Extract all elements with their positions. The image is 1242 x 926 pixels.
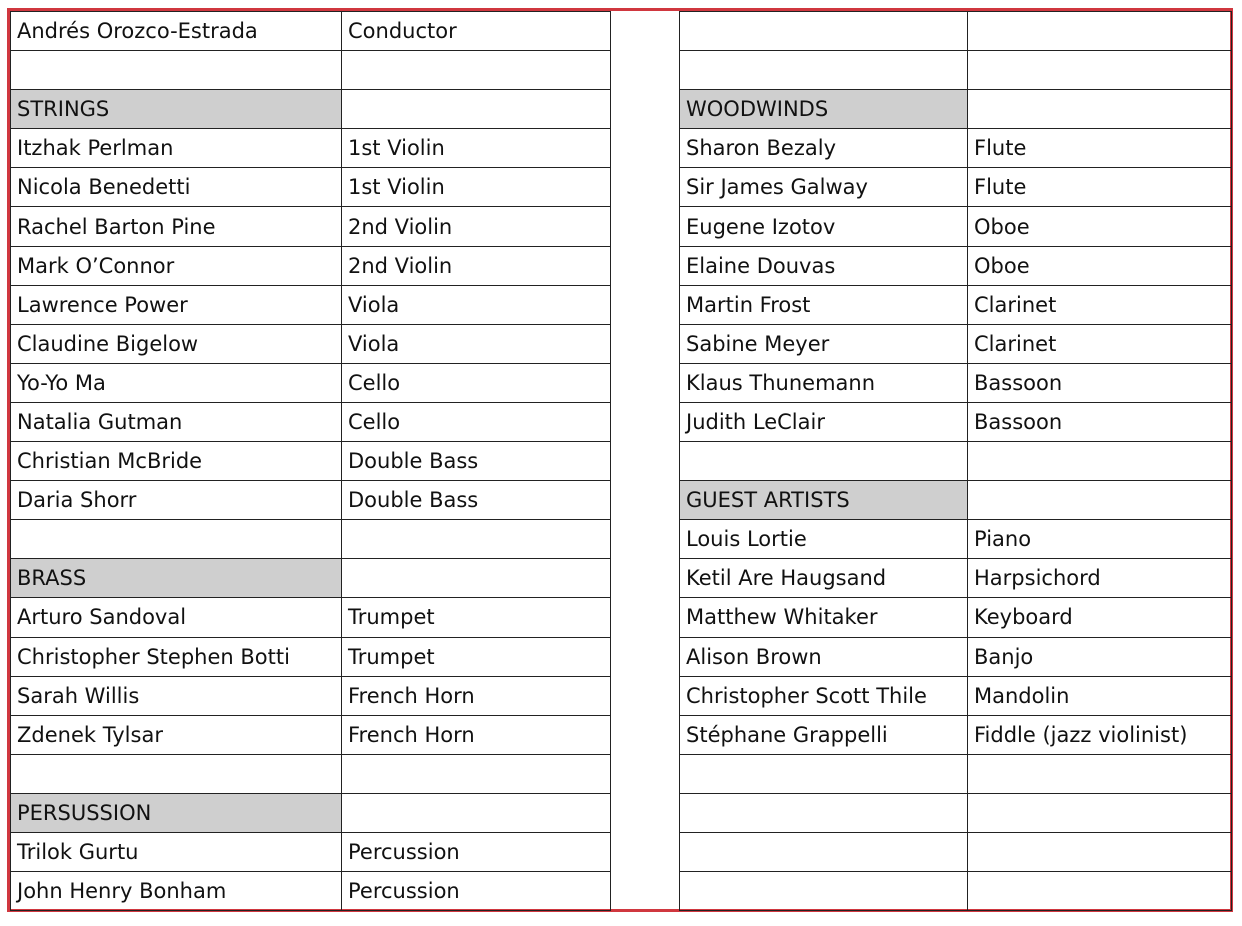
- musician-name: [680, 754, 968, 793]
- table-row: [680, 51, 1232, 90]
- musician-name: [680, 442, 968, 481]
- musician-name: [680, 12, 968, 51]
- musician-name: Itzhak Perlman: [11, 129, 342, 168]
- instrument-role: [968, 754, 1232, 793]
- table-row: [11, 246, 611, 285]
- instrument-role: [968, 90, 1232, 129]
- table-row: [11, 168, 611, 207]
- musician-name: [11, 51, 342, 90]
- musician-name: John Henry Bonham: [11, 872, 342, 911]
- section-title: WOODWINDS: [680, 90, 968, 129]
- instrument-role: Piano: [968, 520, 1232, 559]
- table-row: [680, 832, 1232, 871]
- instrument-role: Clarinet: [968, 285, 1232, 324]
- table-row: [11, 207, 611, 246]
- instrument-role: Trumpet: [342, 598, 611, 637]
- instrument-role: [968, 481, 1232, 520]
- instrument-role: French Horn: [342, 676, 611, 715]
- instrument-role: Oboe: [968, 246, 1232, 285]
- musician-name: Mark O’Connor: [11, 246, 342, 285]
- section-title: GUEST ARTISTS: [680, 481, 968, 520]
- instrument-role: French Horn: [342, 715, 611, 754]
- instrument-role: Bassoon: [968, 363, 1232, 402]
- musician-name: [11, 754, 342, 793]
- roster-table-left: [10, 11, 611, 911]
- section-header-row: [11, 559, 611, 598]
- musician-name: Arturo Sandoval: [11, 598, 342, 637]
- table-row: [680, 715, 1232, 754]
- table-row: [11, 324, 611, 363]
- table-row: [680, 793, 1232, 832]
- musician-name: Judith LeClair: [680, 402, 968, 441]
- musician-name: Martin Frost: [680, 285, 968, 324]
- table-row: [11, 481, 611, 520]
- musician-name: Klaus Thunemann: [680, 363, 968, 402]
- instrument-role: Harpsichord: [968, 559, 1232, 598]
- musician-name: Elaine Douvas: [680, 246, 968, 285]
- instrument-role: [342, 793, 611, 832]
- table-row: [11, 520, 611, 559]
- section-header-row: [680, 90, 1232, 129]
- table-row: [11, 402, 611, 441]
- instrument-role: [342, 51, 611, 90]
- roster-table-right: [679, 11, 1232, 911]
- table-row: [11, 51, 611, 90]
- instrument-role: Bassoon: [968, 402, 1232, 441]
- instrument-role: 2nd Violin: [342, 246, 611, 285]
- instrument-role: 1st Violin: [342, 168, 611, 207]
- musician-name: Christian McBride: [11, 442, 342, 481]
- musician-name: Sarah Willis: [11, 676, 342, 715]
- table-row: [11, 12, 611, 51]
- musician-name: Andrés Orozco-Estrada: [11, 12, 342, 51]
- table-row: [680, 559, 1232, 598]
- instrument-role: 2nd Violin: [342, 207, 611, 246]
- musician-name: Sabine Meyer: [680, 324, 968, 363]
- table-row: [680, 324, 1232, 363]
- musician-name: [680, 51, 968, 90]
- section-header-row: [680, 481, 1232, 520]
- section-title: STRINGS: [11, 90, 342, 129]
- table-row: [680, 442, 1232, 481]
- instrument-role: [968, 12, 1232, 51]
- instrument-role: Viola: [342, 285, 611, 324]
- section-header-row: [11, 793, 611, 832]
- musician-name: Christopher Stephen Botti: [11, 637, 342, 676]
- instrument-role: Clarinet: [968, 324, 1232, 363]
- instrument-role: Banjo: [968, 637, 1232, 676]
- table-row: [680, 168, 1232, 207]
- table-row: [11, 129, 611, 168]
- table-row: [680, 637, 1232, 676]
- section-title: BRASS: [11, 559, 342, 598]
- instrument-role: Keyboard: [968, 598, 1232, 637]
- musician-name: Yo-Yo Ma: [11, 363, 342, 402]
- table-row: [11, 676, 611, 715]
- table-row: [680, 520, 1232, 559]
- musician-name: Eugene Izotov: [680, 207, 968, 246]
- instrument-role: [342, 520, 611, 559]
- instrument-role: Conductor: [342, 12, 611, 51]
- table-row: [680, 12, 1232, 51]
- instrument-role: Viola: [342, 324, 611, 363]
- table-row: [11, 754, 611, 793]
- instrument-role: [968, 51, 1232, 90]
- instrument-role: [342, 90, 611, 129]
- musician-name: [680, 793, 968, 832]
- musician-name: Matthew Whitaker: [680, 598, 968, 637]
- instrument-role: Trumpet: [342, 637, 611, 676]
- table-row: [680, 285, 1232, 324]
- instrument-role: Flute: [968, 168, 1232, 207]
- section-header-row: [11, 90, 611, 129]
- musician-name: Claudine Bigelow: [11, 324, 342, 363]
- instrument-role: Percussion: [342, 832, 611, 871]
- instrument-role: Flute: [968, 129, 1232, 168]
- instrument-role: Fiddle (jazz violinist): [968, 715, 1232, 754]
- musician-name: Lawrence Power: [11, 285, 342, 324]
- table-row: [11, 872, 611, 911]
- table-row: [11, 715, 611, 754]
- table-row: [11, 832, 611, 871]
- table-row: [680, 207, 1232, 246]
- musician-name: Rachel Barton Pine: [11, 207, 342, 246]
- instrument-role: Oboe: [968, 207, 1232, 246]
- instrument-role: [968, 793, 1232, 832]
- instrument-role: Percussion: [342, 872, 611, 911]
- table-row: [680, 246, 1232, 285]
- musician-name: Daria Shorr: [11, 481, 342, 520]
- table-row: [680, 598, 1232, 637]
- table-row: [680, 402, 1232, 441]
- instrument-role: [342, 559, 611, 598]
- musician-name: [11, 520, 342, 559]
- table-row: [680, 754, 1232, 793]
- section-title: PERSUSSION: [11, 793, 342, 832]
- table-row: [11, 442, 611, 481]
- instrument-role: Cello: [342, 363, 611, 402]
- musician-name: [680, 832, 968, 871]
- instrument-role: [968, 872, 1232, 911]
- musician-name: Trilok Gurtu: [11, 832, 342, 871]
- table-row: [680, 872, 1232, 911]
- musician-name: Nicola Benedetti: [11, 168, 342, 207]
- musician-name: Stéphane Grappelli: [680, 715, 968, 754]
- musician-name: Christopher Scott Thile: [680, 676, 968, 715]
- musician-name: Ketil Are Haugsand: [680, 559, 968, 598]
- musician-name: Zdenek Tylsar: [11, 715, 342, 754]
- table-row: [11, 363, 611, 402]
- table-row: [11, 598, 611, 637]
- musician-name: Sharon Bezaly: [680, 129, 968, 168]
- instrument-role: [342, 754, 611, 793]
- table-row: [680, 129, 1232, 168]
- musician-name: [680, 872, 968, 911]
- instrument-role: 1st Violin: [342, 129, 611, 168]
- instrument-role: Mandolin: [968, 676, 1232, 715]
- instrument-role: Double Bass: [342, 481, 611, 520]
- musician-name: Natalia Gutman: [11, 402, 342, 441]
- musician-name: Alison Brown: [680, 637, 968, 676]
- instrument-role: [968, 832, 1232, 871]
- table-row: [680, 363, 1232, 402]
- musician-name: Louis Lortie: [680, 520, 968, 559]
- table-row: [680, 676, 1232, 715]
- instrument-role: Cello: [342, 402, 611, 441]
- table-row: [11, 637, 611, 676]
- musician-name: Sir James Galway: [680, 168, 968, 207]
- table-row: [11, 285, 611, 324]
- instrument-role: Double Bass: [342, 442, 611, 481]
- instrument-role: [968, 442, 1232, 481]
